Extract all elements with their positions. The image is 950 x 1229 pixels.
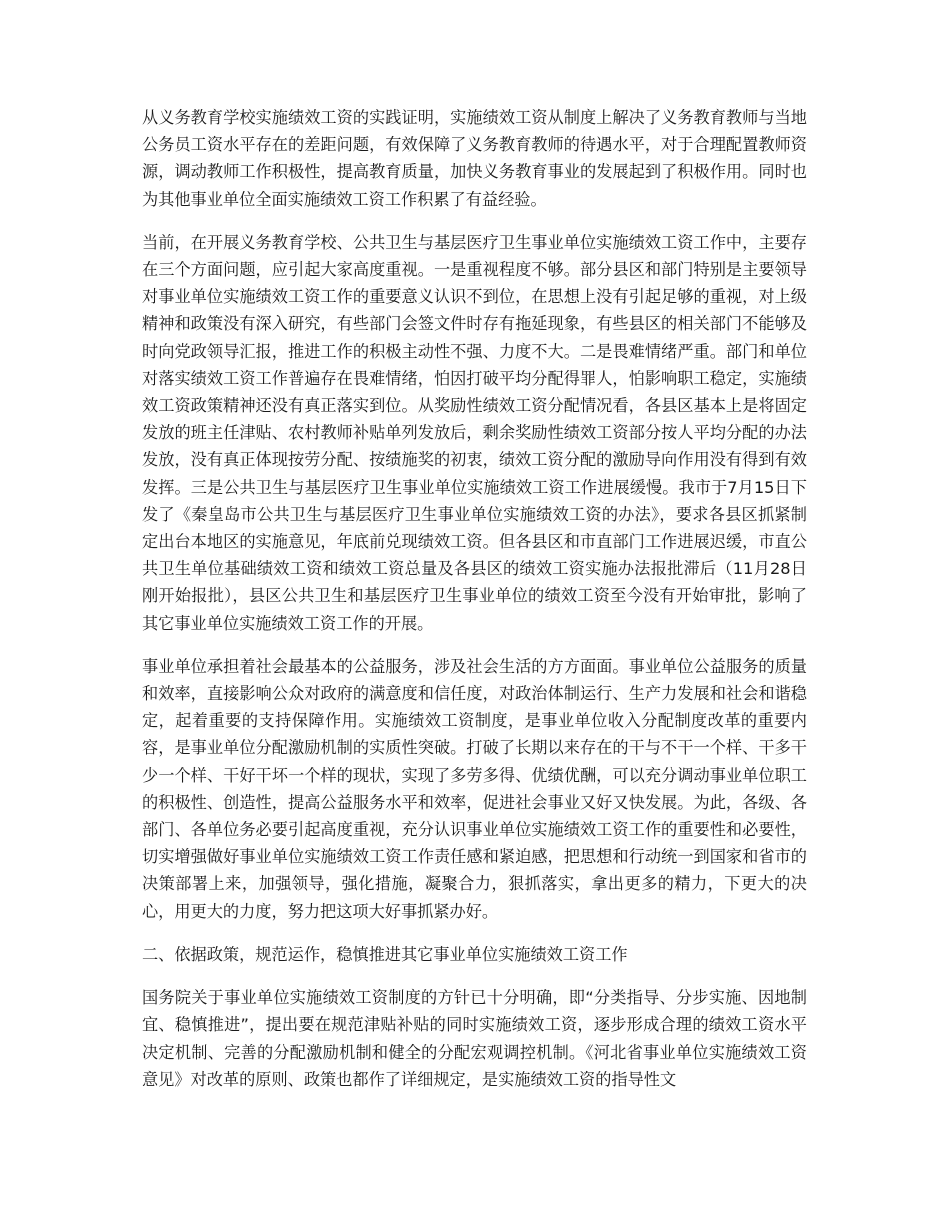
paragraph-3: 事业单位承担着社会最基本的公益服务，涉及社会生活的方方面面。事业单位公益服务的质量和效率，直接影响公众对政府的满意度和信任度，对政治体制运行、生产力发展和社会和谐稳定，起着重要的支持保障作用。实施绩效工资制度，是事业单位收入分配制度改革的重要内容，是事业单位分配激励机制的实质性突破。打破了长期以来存在的干与不干一个样、干多干少一个样、干好干坏一个样的现状，实现了多劳多得、优绩优酬，可以充分调动事业单位职工的积极性、创造性，提高公益服务水平和效率，促进社会事业又好又快发展。为此，各级、各部门、各单位务必要引起高度重视，充分认识事业单位实施绩效工资工作的重要性和必要性，切实增强做好事业单位实施绩效工资工作责任感和紧迫感，把思想和行动统一到国家和省市的决策部署上来，加强领导，强化措施，凝聚合力，狠抓落实，拿出更多的精力，下更大的决心，用更大的力度，努力把这项大好事抓紧办好。: [142, 656, 807, 921]
paragraph-2: 当前，在开展义务教育学校、公共卫生与基层医疗卫生事业单位实施绩效工资工作中，主要存在三个方面问题，应引起大家高度重视。一是重视程度不够。部分县区和部门特别是主要领导对事业单位实施绩效工资工作的重要意义认识不到位，在思想上没有引起足够的重视，对上级精神和政策没有深入研究，有些部门会签文件时存有拖延现象，有些县区的相关部门不能够及时向党政领导汇报，推进工作的积极主动性不强、力度不大。二是畏难情绪严重。部门和单位对落实绩效工资工作普遍存在畏难情绪，怕因打破平均分配得罪人，怕影响职工稳定，实施绩效工资政策精神还没有真正落实到位。从奖励性绩效工资分配情况看，各县区基本上是将固定发放的班主任津贴、农村教师补贴单列发放后，剩余奖励性绩效工资部分按人平均分配的办法发放，没有真正体现按劳分配、按绩施奖的初衷，绩效工资分配的激励导向作用没有得到有效发挥。三是公共卫生与基层医疗卫生事业单位实施绩效工资工作进展缓慢。我市于7月15日下发了《秦皇岛市公共卫生与基层医疗卫生事业单位实施绩效工资的办法》，要求各县区抓紧制定出台本地区的实施意见，年底前兑现绩效工资。但各县区和市直部门工作进展迟缓，市直公共卫生单位基础绩效工资和绩效工资总量及各县区的绩效工资实施办法报批滞后（11月28日刚开始报批），县区公共卫生和基层医疗卫生事业单位的绩效工资至今没有开始审批，影响了其它事业单位实施绩效工资工作的开展。: [142, 232, 807, 633]
paragraph-1: 从义务教育学校实施绩效工资的实践证明，实施绩效工资从制度上解决了义务教育教师与当地公务员工资水平存在的差距问题，有效保障了义务教育教师的待遇水平，对于合理配置教师资源，调动教师工作积极性，提高教育质量，加快义务教育事业的发展起到了积极作用。同时也为其他事业单位全面实施绩效工资工作积累了有益经验。: [142, 108, 807, 209]
section-heading: 二、依据政策，规范运作，稳慎推进其它事业单位实施绩效工资工作: [142, 944, 628, 964]
document-body: [142, 104, 807, 1109]
paragraph-4: 国务院关于事业单位实施绩效工资制度的方针已十分明确，即“分类指导、分步实施、因地制宜、稳慎推进”，提出要在规范津贴补贴的同时实施绩效工资，逐步形成合理的绩效工资水平决定机制、完善的分配激励机制和健全的分配宏观调控机制。《河北省事业单位实施绩效工资意见》对改革的原则、政策也都作了详细规定，是实施绩效工资的指导性文: [142, 988, 807, 1089]
